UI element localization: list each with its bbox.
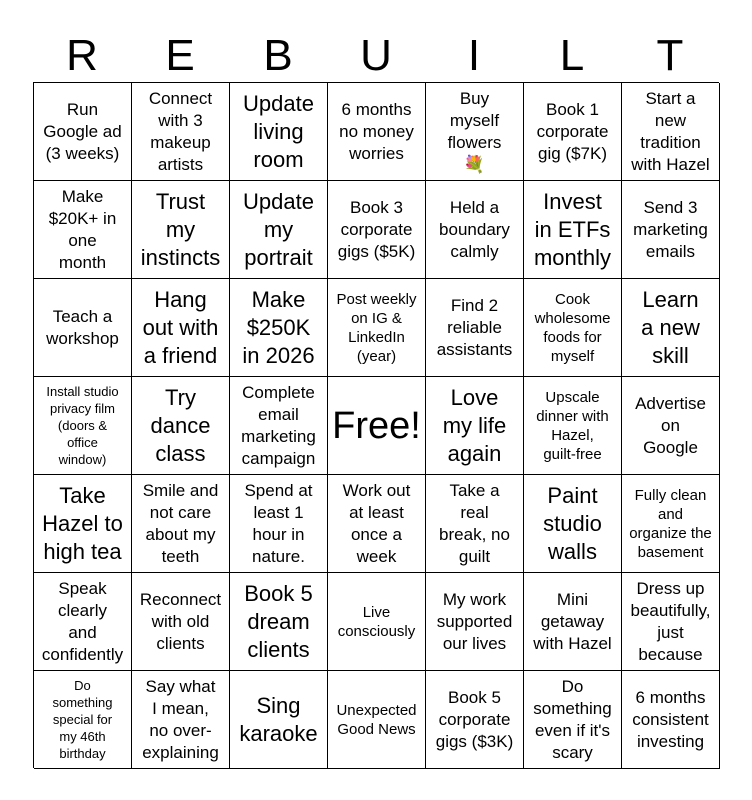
bingo-cell[interactable] <box>524 181 622 279</box>
bingo-cell-text: Invest in ETFs monthly <box>533 188 612 270</box>
bingo-cell[interactable] <box>426 573 524 671</box>
bingo-cell[interactable] <box>524 573 622 671</box>
bingo-cell[interactable] <box>328 475 426 573</box>
bingo-cell[interactable] <box>524 377 622 475</box>
bingo-cell[interactable] <box>622 181 720 279</box>
bingo-cell[interactable] <box>34 475 132 573</box>
bingo-cell[interactable] <box>426 279 524 377</box>
bingo-cell-text: Work out at least once a week <box>342 480 411 566</box>
bingo-cell[interactable] <box>426 377 524 475</box>
bingo-cell-text: 6 months no money worries <box>339 99 414 163</box>
bingo-cell-text: Take Hazel to high tea <box>42 482 123 564</box>
bingo-cell[interactable] <box>328 279 426 377</box>
title-letter: R <box>66 31 98 80</box>
bingo-cell[interactable] <box>34 573 132 671</box>
bingo-cell[interactable] <box>426 475 524 573</box>
bingo-cell[interactable] <box>426 83 524 181</box>
bingo-cell-text: Buy myself flowers 💐 <box>447 88 502 174</box>
bingo-cell-text: Book 5 dream clients <box>244 580 313 662</box>
bingo-cell-text: Run Google ad (3 weeks) <box>43 99 122 163</box>
bingo-cell-text: Free! <box>332 404 421 447</box>
bingo-cell[interactable] <box>622 573 720 671</box>
bingo-cell-text: Make $250K in 2026 <box>242 286 315 368</box>
bingo-cell-text: Book 1 corporate gig ($7K) <box>536 99 609 163</box>
bingo-cell-text: Update my portrait <box>243 188 314 270</box>
bingo-cell-text: Upscale dinner with Hazel, guilt-free <box>536 388 609 463</box>
bingo-cell[interactable] <box>524 475 622 573</box>
bingo-cell-text: Book 5 corporate gigs ($3K) <box>435 687 514 751</box>
bingo-cell-text: Do something special for my 46th birthday <box>52 678 113 761</box>
bingo-cell[interactable] <box>132 475 230 573</box>
title-letter: E <box>165 31 195 80</box>
bingo-cell[interactable] <box>132 573 230 671</box>
bingo-cell[interactable] <box>230 475 328 573</box>
bingo-cell[interactable] <box>132 279 230 377</box>
bingo-cell-text: Take a real break, no guilt <box>439 480 510 566</box>
bingo-cell[interactable] <box>34 377 132 475</box>
bingo-cell-text: Love my life again <box>442 384 507 466</box>
bingo-cell[interactable] <box>622 377 720 475</box>
bingo-cell[interactable] <box>622 671 720 769</box>
bingo-cell-text: Speak clearly and confidently <box>41 578 124 664</box>
bingo-cell-text: Trust my instincts <box>140 188 221 270</box>
bingo-cell-text: Say what I mean, no over- explaining <box>142 676 219 762</box>
bingo-cell-text: 6 months consistent investing <box>632 687 709 751</box>
bingo-cell-text: Do something even if it's scary <box>533 676 612 762</box>
bingo-cell-text: Post weekly on IG & LinkedIn (year) <box>336 290 417 365</box>
title-letter: U <box>360 31 392 80</box>
bingo-cell[interactable] <box>426 181 524 279</box>
bingo-cell-text: Dress up beautifully, just because <box>630 578 711 664</box>
title-letter: B <box>263 31 293 80</box>
bingo-cell-text: Find 2 reliable assistants <box>436 295 513 359</box>
bingo-cell[interactable] <box>34 83 132 181</box>
bingo-title <box>33 30 719 82</box>
bingo-cell-text: Fully clean and organize the basement <box>629 486 712 561</box>
bingo-cell-text: Reconnect with old clients <box>139 589 222 653</box>
bingo-cell[interactable] <box>230 671 328 769</box>
bingo-cell[interactable] <box>132 83 230 181</box>
bingo-cell[interactable] <box>524 83 622 181</box>
bingo-cell-text: Spend at least 1 hour in nature. <box>244 480 313 566</box>
bingo-cell-text: Sing karaoke <box>239 692 318 746</box>
bingo-cell-text: Learn a new skill <box>641 286 700 368</box>
bingo-cell[interactable] <box>328 83 426 181</box>
bingo-cell-text: Mini getaway with Hazel <box>533 589 612 653</box>
bingo-cell[interactable] <box>622 475 720 573</box>
bingo-cell[interactable] <box>328 671 426 769</box>
bingo-cell[interactable] <box>524 671 622 769</box>
bingo-cell[interactable] <box>230 279 328 377</box>
bingo-cell[interactable] <box>132 377 230 475</box>
bingo-cell-text: Book 3 corporate gigs ($5K) <box>337 197 416 261</box>
bingo-cell-text: Live consciously <box>337 603 416 640</box>
bingo-cell-text: Held a boundary calmly <box>439 197 510 261</box>
bingo-cell-text: Teach a workshop <box>46 306 119 348</box>
bingo-cell[interactable] <box>426 671 524 769</box>
bingo-cell[interactable] <box>328 573 426 671</box>
bingo-cell[interactable] <box>230 181 328 279</box>
bingo-cell-text: Advertise on Google <box>635 393 706 457</box>
bingo-cell[interactable] <box>34 671 132 769</box>
bingo-cell-text: Install studio privacy film (doors & office window) <box>46 384 119 467</box>
bingo-cell[interactable] <box>230 377 328 475</box>
bingo-cell-text: Unexpected Good News <box>336 701 417 738</box>
bingo-cell-text: Complete email marketing campaign <box>241 382 316 468</box>
bingo-cell[interactable] <box>230 573 328 671</box>
bingo-cell[interactable] <box>328 377 426 475</box>
bingo-cell-text: Connect with 3 makeup artists <box>148 88 213 174</box>
title-letter: L <box>559 31 585 80</box>
bingo-cell-text: Make $20K+ in one month <box>48 186 117 272</box>
bingo-cell[interactable] <box>622 279 720 377</box>
title-letter: I <box>467 31 481 80</box>
bingo-cell-text: Paint studio walls <box>543 482 602 564</box>
bingo-cell-text: Hang out with a friend <box>142 286 219 368</box>
bingo-cell[interactable] <box>524 279 622 377</box>
bingo-cell-text: Start a new tradition with Hazel <box>631 88 710 174</box>
bingo-grid <box>33 82 719 768</box>
bingo-cell-text: Try dance class <box>150 384 211 466</box>
bingo-cell[interactable] <box>132 181 230 279</box>
bingo-cell[interactable] <box>34 279 132 377</box>
bingo-cell-text: Send 3 marketing emails <box>633 197 708 261</box>
bingo-cell[interactable] <box>34 181 132 279</box>
bingo-cell-text: My work supported our lives <box>436 589 513 653</box>
bingo-cell-text: Update living room <box>243 90 314 172</box>
bingo-cell[interactable] <box>132 671 230 769</box>
bingo-cell-text: Smile and not care about my teeth <box>142 480 219 566</box>
title-letter: T <box>656 31 684 80</box>
bingo-cell[interactable] <box>230 83 328 181</box>
bingo-cell-text: Cook wholesome foods for myself <box>534 290 611 365</box>
bingo-cell[interactable] <box>622 83 720 181</box>
bingo-cell[interactable] <box>328 181 426 279</box>
